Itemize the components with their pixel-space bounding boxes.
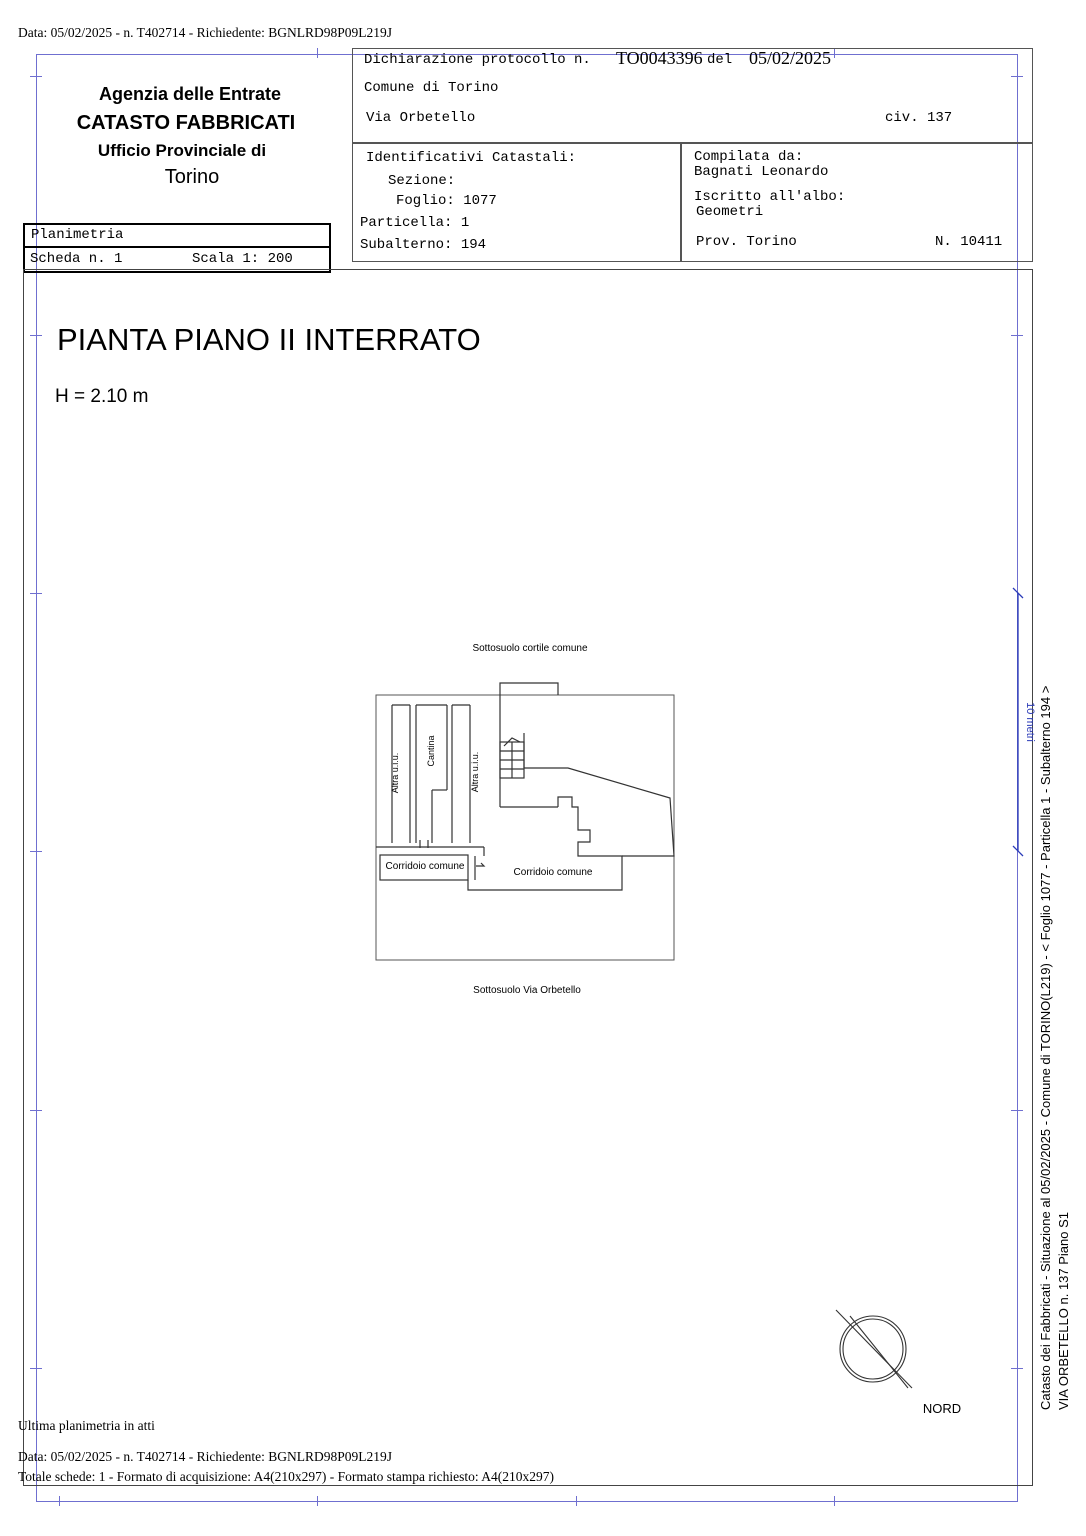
corridor-1: Corridoio comune bbox=[385, 861, 465, 872]
room-cantina: Cantina bbox=[426, 735, 436, 767]
protocol-number: TO0043396 bbox=[616, 48, 703, 68]
footer-data-line: Data: 05/02/2025 - n. T402714 - Richiedente: BGNLRD98P09L219J bbox=[18, 1449, 392, 1464]
label-top: Sottosuolo cortile comune bbox=[472, 643, 588, 654]
albo-number: N. 10411 bbox=[935, 234, 1003, 250]
agency-city: Torino bbox=[164, 166, 220, 188]
declaration-label: Dichiarazione protocollo n. bbox=[364, 52, 591, 68]
particella: Particella: 1 bbox=[360, 215, 470, 231]
agency-name: Agenzia delle Entrate bbox=[98, 84, 282, 104]
albo: Geometri bbox=[696, 204, 764, 220]
declaration-date: 05/02/2025 bbox=[749, 48, 832, 68]
albo-label: Iscritto all'albo: bbox=[694, 189, 846, 205]
scheda-number: Scheda n. 1 bbox=[30, 251, 123, 267]
outer-boundary bbox=[376, 695, 674, 960]
scale-bar bbox=[1013, 588, 1023, 856]
prov: Prov. Torino bbox=[696, 234, 797, 250]
footer-totale-line: Totale schede: 1 - Formato di acquisizione: A4(210x297) - Formato stampa richiesto: A4(210x297) bbox=[18, 1469, 554, 1484]
footer-ultima: Ultima planimetria in atti bbox=[18, 1418, 155, 1433]
compilata-label: Compilata da: bbox=[694, 149, 804, 165]
subalterno: Subalterno: 194 bbox=[360, 237, 487, 253]
scale-bar-label: 10 metri bbox=[1024, 702, 1036, 742]
corridor-2: Corridoio comune bbox=[513, 867, 593, 878]
via: Via Orbetello bbox=[366, 110, 476, 126]
planimetria-label: Planimetria bbox=[31, 227, 124, 243]
room-altra-2: Altra u.i.u. bbox=[470, 751, 480, 793]
header-line: Data: 05/02/2025 - n. T402714 - Richiedente: BGNLRD98P09L219J bbox=[18, 25, 392, 40]
side-text-line2: VIA ORBETELLO n. 137 Piano S1 bbox=[1056, 1211, 1071, 1410]
plan-title: PIANTA PIANO II INTERRATO bbox=[57, 322, 481, 357]
scala: Scala 1: 200 bbox=[192, 251, 293, 267]
sezione: Sezione: bbox=[388, 173, 456, 189]
room-altra-1: Altra u.i.u. bbox=[390, 752, 400, 794]
foglio: Foglio: 1077 bbox=[396, 193, 497, 209]
walls bbox=[376, 683, 674, 890]
plan-height: H = 2.10 m bbox=[55, 386, 149, 407]
civ: civ. 137 bbox=[885, 110, 953, 126]
agency-catasto: CATASTO FABBRICATI bbox=[76, 112, 296, 134]
compilata-name: Bagnati Leonardo bbox=[694, 164, 829, 180]
agency-ufficio: Ufficio Provinciale di bbox=[97, 141, 267, 160]
declaration-del: del bbox=[707, 52, 733, 68]
comune: Comune di Torino bbox=[364, 80, 499, 96]
identificativi-title: Identificativi Catastali: bbox=[366, 150, 577, 166]
north-label: NORD bbox=[922, 1401, 962, 1416]
label-bottom: Sottosuolo Via Orbetello bbox=[473, 985, 581, 996]
side-text-line1: Catasto dei Fabbricati - Situazione al 05/02/2025 - Comune di TORINO(L219) - < Foglio 1077 - Particella 1 - Subalterno 194 > bbox=[1038, 685, 1053, 1410]
north-symbol bbox=[836, 1310, 912, 1388]
